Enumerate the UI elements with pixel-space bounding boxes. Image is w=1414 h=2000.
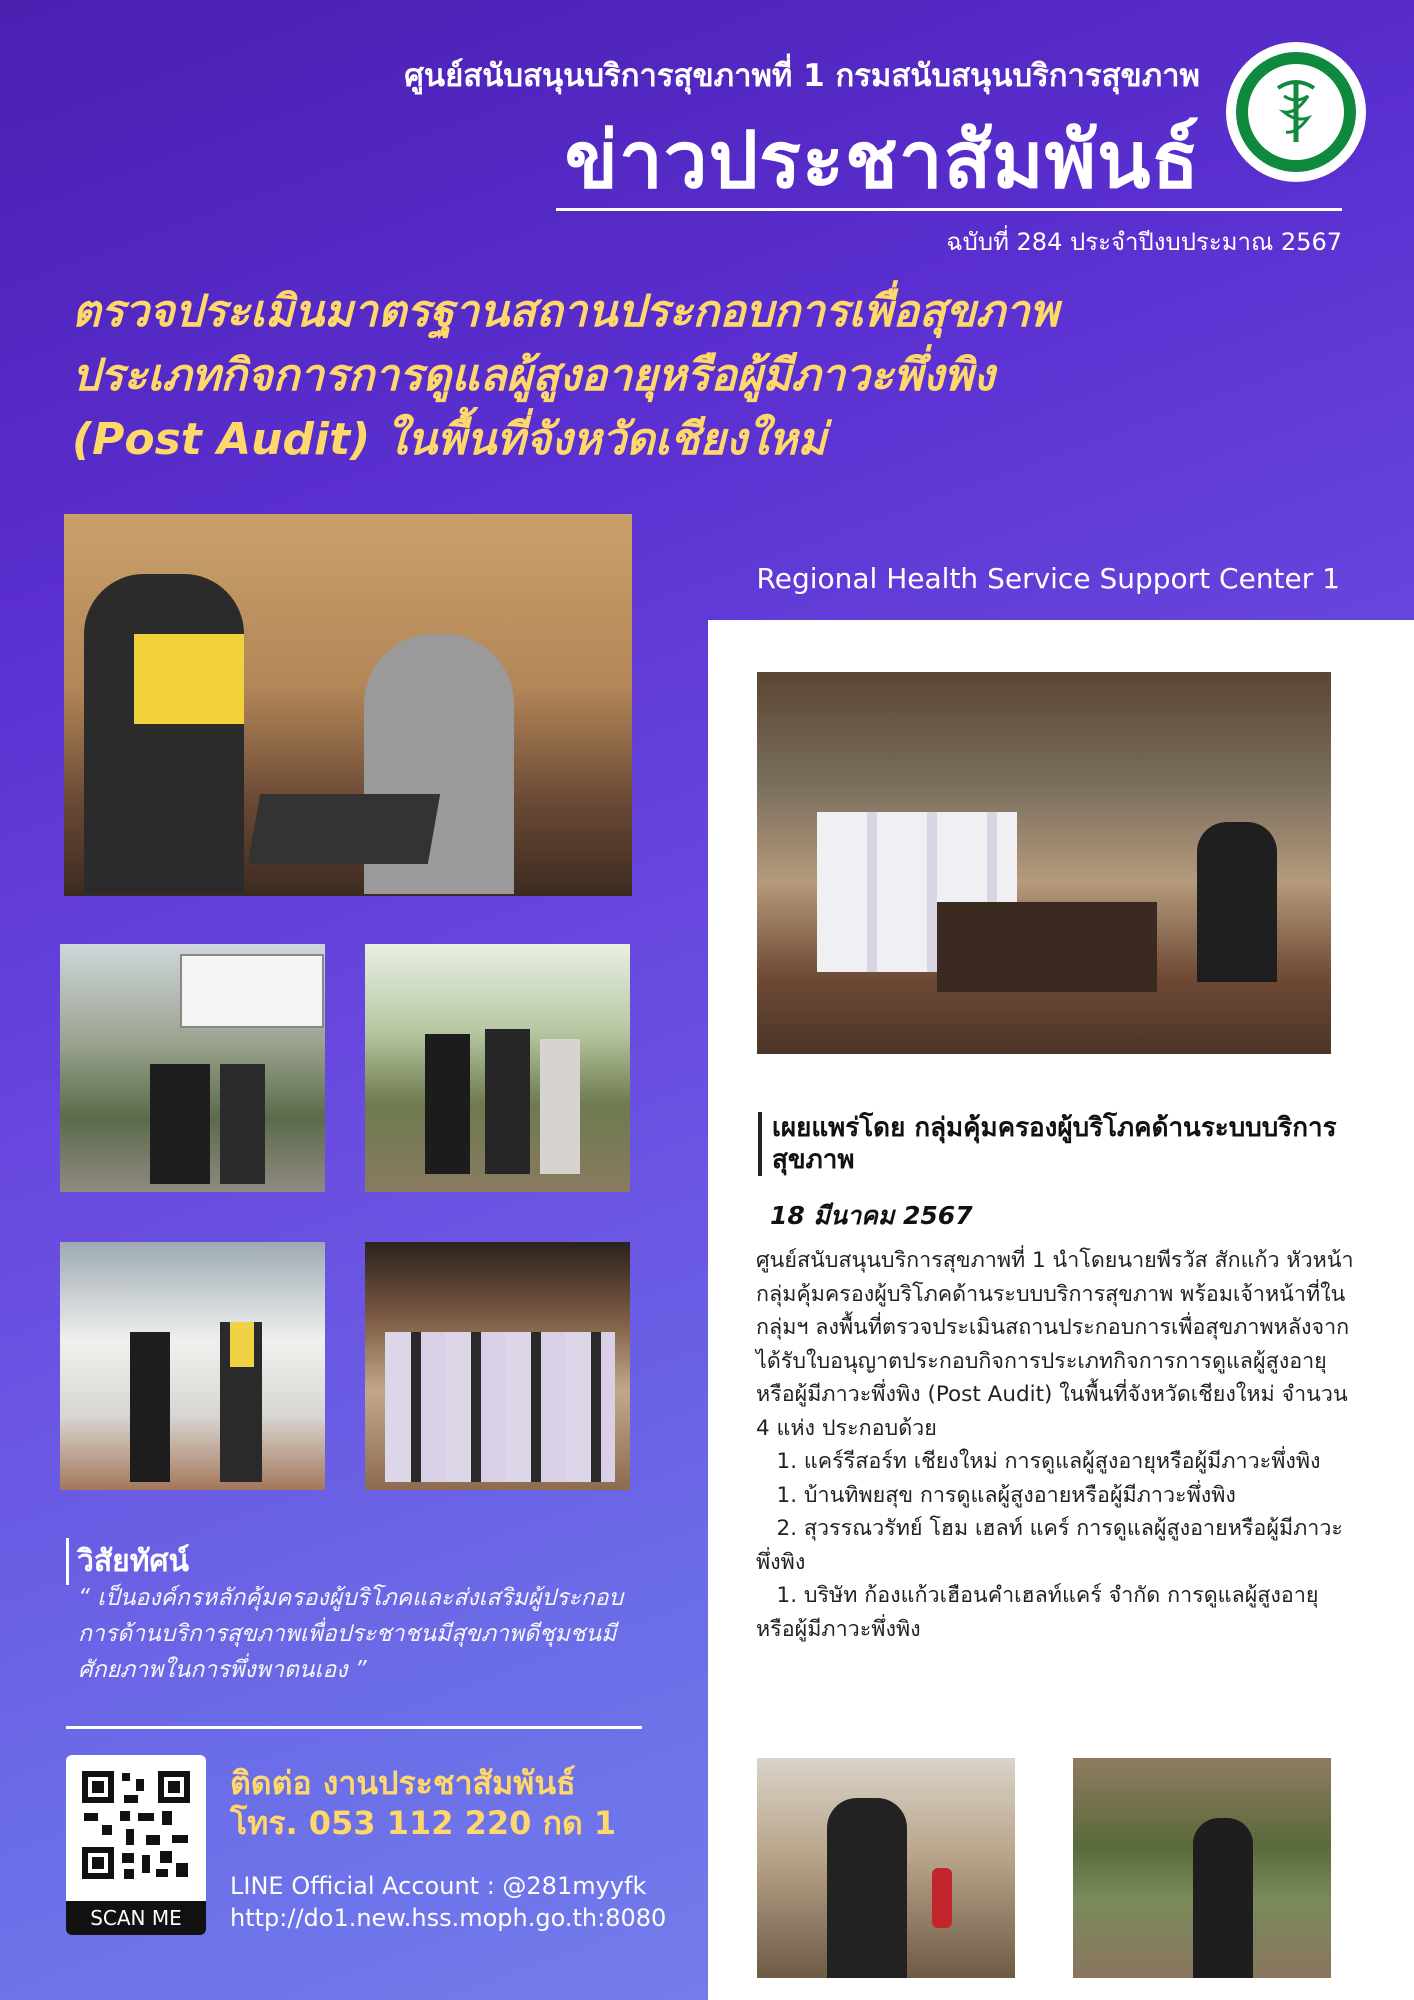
article-body: ศูนย์สนับสนุนบริการสุขภาพที่ 1 นำโดยนายพีรวัส สักแก้ว หัวหน้ากลุ่มคุ้มครองผู้บริโภคด้านระบบบริการสุขภาพ พร้อมเจ้าหน้าที่ในกลุ่มฯ ลงพื้นที่ตรวจประเมินสถานประกอบการเพื่อสุขภาพหลังจากได้รับใบอนุญาตประกอบกิจการประเภทกิจการการดูแลผู้สูงอายุหรือผู้มีภาวะพึ่งพิง (Post Audit) ในพื้นที่จังหวัดเชียงใหม่ จำนวน 4 แห่ง ประกอบด้วย 1. แคร์รีสอร์ท เชียงใหม่ การดูแลผู้สูงอายุหรือผู้มีภาวะพึ่งพิง 1. บ้านทิพยสุข การดูแลผู้สูงอายหรือผู้มีภาวะพึ่งพิง 2. สุวรรณวรัทย์ โฮม เฮลท์ แคร์ การดูแลผู้สูงอายหรือผู้มีภาวะพึ่งพิง 1. บริษัท ก้องแก้วเฮือนคำเฮลท์แคร์ จำกัด การดูแลผู้สูงอายุหรือผู้มีภาวะพึ่งพิง xyxy=(756,1248,1354,1642)
photo-site-visit-1 xyxy=(60,944,325,1192)
ministry-logo xyxy=(1226,42,1366,182)
photo-site-visit-3 xyxy=(60,1242,325,1490)
header-divider xyxy=(556,208,1342,211)
scan-me-label: SCAN ME xyxy=(66,1901,206,1935)
issue-number: ฉบับที่ 284 ประจำปีงบประมาณ 2567 xyxy=(946,228,1342,256)
headline-line-1: ตรวจประเมินมาตรฐานสถานประกอบการเพื่อสุขภาพ xyxy=(72,286,1059,337)
page-title: ข่าวประชาสัมพันธ์ xyxy=(564,116,1200,206)
publish-date: 18 มีนาคม 2567 xyxy=(770,1201,973,1230)
vision-text: “ เป็นองค์กรหลักคุ้มครองผู้บริโภคและส่งเสริมผู้ประกอบการด้านบริการสุขภาพเพื่อประชาชนมีสุขภาพดีชุมชนมีศักยภาพในการพึ่งพาตนเอง ” xyxy=(78,1585,624,1683)
english-subtitle: Regional Health Service Support Center 1 xyxy=(756,562,1340,595)
website-link[interactable]: http://do1.new.hss.moph.go.th:8080 xyxy=(230,1904,667,1932)
line-official-account[interactable]: LINE Official Account : @281myyfk xyxy=(230,1872,647,1900)
qr-code[interactable] xyxy=(66,1755,206,1935)
photo-meeting-room xyxy=(757,672,1331,1054)
photo-garden-walkway xyxy=(1073,1758,1331,1978)
photo-fire-extinguisher-check xyxy=(757,1758,1015,1978)
photo-site-visit-2 xyxy=(365,944,630,1192)
headline-line-3: (Post Audit) ในพื้นที่จังหวัดเชียงใหม่ xyxy=(72,414,827,465)
vision-heading: วิสัยทัศน์ xyxy=(66,1538,189,1585)
contact-divider xyxy=(66,1726,642,1729)
contact-phone[interactable]: โทร. 053 112 220 กด 1 xyxy=(230,1804,617,1842)
publisher: เผยแพร่โดย กลุ่มคุ้มครองผู้บริโภคด้านระบบบริการสุขภาพ xyxy=(758,1112,1372,1176)
photo-reception-interview xyxy=(64,514,632,896)
organization-name: ศูนย์สนับสนุนบริการสุขภาพที่ 1 กรมสนับสนุนบริการสุขภาพ xyxy=(404,58,1200,94)
photo-site-visit-4 xyxy=(365,1242,630,1490)
contact-pr-unit: ติดต่อ งานประชาสัมพันธ์ xyxy=(230,1764,576,1802)
headline-line-2: ประเภทกิจการการดูแลผู้สูงอายุหรือผู้มีภาวะพึ่งพิง xyxy=(72,350,995,401)
